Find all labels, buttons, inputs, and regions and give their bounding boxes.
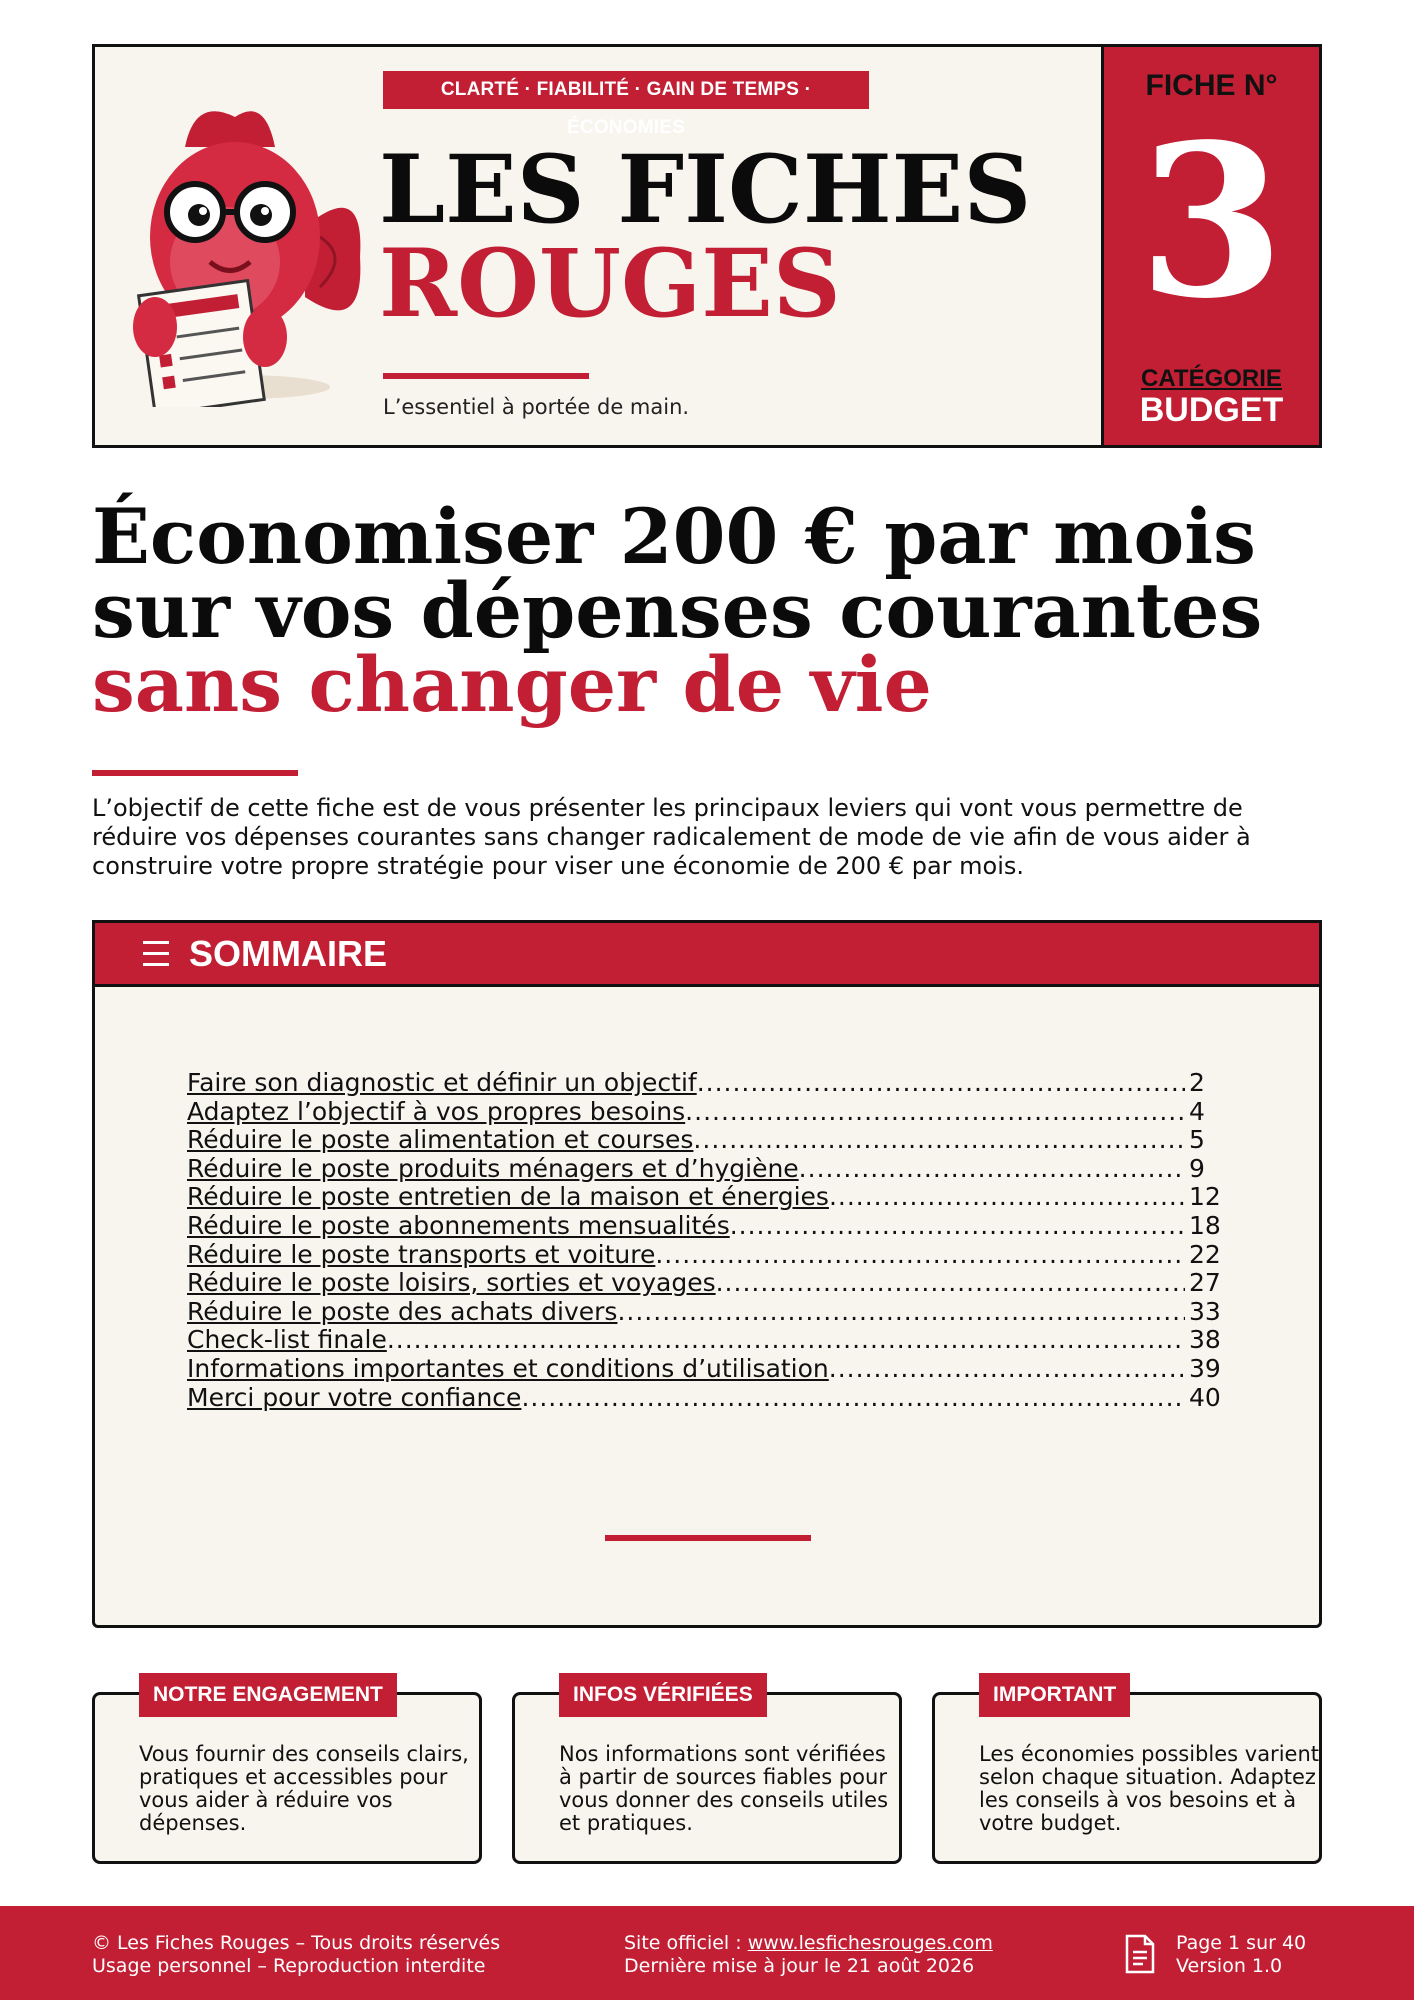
page-title-line3: sans changer de vie xyxy=(92,640,932,729)
toc-item-label[interactable]: Réduire le poste alimentation et courses xyxy=(187,1125,694,1155)
toc-item-label[interactable]: Check-list finale xyxy=(187,1325,387,1355)
toc-item[interactable] xyxy=(187,1241,1227,1270)
toc-item-page: 9 xyxy=(1189,1153,1205,1183)
page-title-line2: sur vos dépenses courantes xyxy=(92,566,1263,655)
toc-item-page: 12 xyxy=(1189,1182,1221,1212)
toc-item[interactable] xyxy=(187,1098,1227,1127)
toc-item-label[interactable]: Réduire le poste entretien de la maison et énergies xyxy=(187,1182,829,1212)
card-tag: NOTRE ENGAGEMENT xyxy=(139,1673,397,1717)
footer-page-info xyxy=(1176,1932,1306,1978)
card-tag: INFOS VÉRIFIÉES xyxy=(559,1673,767,1717)
intro-paragraph: L’objectif de cette fiche est de vous présenter les principaux leviers qui vont vous permettre de réduire vos dépenses courantes sans changer radicalement de mode de vie afin de vous aider à construire votre propre stratégie pour viser une économie de 200 € par mois. xyxy=(92,794,1251,880)
toc-item[interactable] xyxy=(187,1069,1227,1098)
toc-item-label[interactable]: Merci pour votre confiance xyxy=(187,1382,522,1412)
tagline-badge: CLARTÉ · FIABILITÉ · GAIN DE TEMPS · ÉCONOMIES xyxy=(383,71,869,109)
card-engagement xyxy=(92,1683,482,1864)
toc-item-page: 2 xyxy=(1189,1068,1205,1097)
brand-divider xyxy=(383,373,589,379)
list-icon xyxy=(143,941,169,967)
title-divider xyxy=(92,770,298,776)
toc-header xyxy=(95,923,1319,987)
toc-item[interactable] xyxy=(187,1384,1227,1413)
page-title-line1: Économiser 200 € par mois xyxy=(92,492,1256,581)
toc-list xyxy=(187,1069,1227,1412)
footer-site-label: Site officiel : xyxy=(624,1932,748,1954)
document-icon xyxy=(1124,1934,1156,1974)
toc-title: SOMMAIRE xyxy=(189,933,387,974)
page-footer xyxy=(0,1906,1414,2000)
brand-subtitle: L’essentiel à portée de main. xyxy=(383,395,690,419)
table-of-contents xyxy=(92,920,1322,1628)
brand-title-line2: ROUGES xyxy=(379,229,841,339)
toc-item-page: 38 xyxy=(1189,1325,1221,1355)
toc-item-page: 18 xyxy=(1189,1210,1221,1240)
toc-item-page: 39 xyxy=(1189,1353,1221,1383)
card-infos-verifiees xyxy=(512,1683,902,1864)
toc-item-page: 5 xyxy=(1189,1125,1205,1155)
toc-item-label[interactable]: Réduire le poste loisirs, sorties et voyages xyxy=(187,1268,716,1298)
toc-item[interactable] xyxy=(187,1269,1227,1298)
toc-divider xyxy=(605,1535,811,1541)
footer-version: Version 1.0 xyxy=(1176,1955,1283,1977)
card-text: Nos informations sont vérifiées à partir de sources fiables pour vous donner des conseils utiles et pratiques. xyxy=(559,1742,889,1835)
header-banner xyxy=(92,44,1322,448)
toc-item-label[interactable]: Réduire le poste des achats divers xyxy=(187,1296,618,1326)
card-text: Vous fournir des conseils clairs, pratiques et accessibles pour vous aider à réduire vos dépenses. xyxy=(139,1742,469,1835)
toc-item-label[interactable]: Faire son diagnostic et définir un objectif xyxy=(187,1068,697,1097)
toc-item[interactable] xyxy=(187,1326,1227,1355)
footer-page: Page 1 sur 40 xyxy=(1176,1932,1307,1954)
toc-item-page: 4 xyxy=(1189,1096,1205,1126)
footer-legal xyxy=(92,1932,500,1978)
footer-copyright: © Les Fiches Rouges – Tous droits réservés xyxy=(92,1932,501,1954)
category-label: CATÉGORIE xyxy=(1141,365,1282,392)
toc-item-page: 27 xyxy=(1189,1268,1221,1298)
toc-item-label[interactable]: Réduire le poste transports et voiture xyxy=(187,1239,656,1269)
card-important xyxy=(932,1683,1322,1864)
toc-item-label[interactable]: Réduire le poste abonnements mensualités xyxy=(187,1210,730,1240)
footer-site xyxy=(624,1932,993,1978)
toc-item[interactable] xyxy=(187,1298,1227,1327)
toc-item-label[interactable]: Adaptez l’objectif à vos propres besoins xyxy=(187,1096,686,1126)
toc-item-label[interactable]: Informations importantes et conditions d’utilisation xyxy=(187,1353,829,1383)
toc-item-page: 22 xyxy=(1189,1239,1221,1269)
fiche-number: 3 xyxy=(1138,98,1285,345)
toc-item[interactable] xyxy=(187,1183,1227,1212)
toc-item-page: 33 xyxy=(1189,1296,1221,1326)
red-fish-mascot-icon xyxy=(115,87,365,407)
toc-item-label[interactable]: Réduire le poste produits ménagers et d’hygiène xyxy=(187,1153,799,1183)
category-value: BUDGET xyxy=(1139,391,1284,429)
page-title xyxy=(92,492,1263,729)
toc-item[interactable] xyxy=(187,1126,1227,1155)
card-tag: IMPORTANT xyxy=(979,1673,1130,1717)
brand-title-line1: LES FICHES xyxy=(379,135,1032,245)
footer-site-link[interactable]: www.lesfichesrouges.com xyxy=(747,1932,993,1954)
fiche-label: FICHE N° xyxy=(1145,69,1278,102)
footer-usage: Usage personnel – Reproduction interdite xyxy=(92,1955,486,1977)
toc-item[interactable] xyxy=(187,1355,1227,1384)
toc-item-page: 40 xyxy=(1189,1382,1221,1412)
toc-item[interactable] xyxy=(187,1155,1227,1184)
card-text: Les économies possibles varient selon chaque situation. Adaptez les conseils à vos besoins et à votre budget. xyxy=(979,1742,1319,1835)
fiche-number-panel xyxy=(1101,47,1319,445)
toc-item[interactable] xyxy=(187,1212,1227,1241)
footer-updated: Dernière mise à jour le 21 août 2026 xyxy=(624,1955,975,1977)
